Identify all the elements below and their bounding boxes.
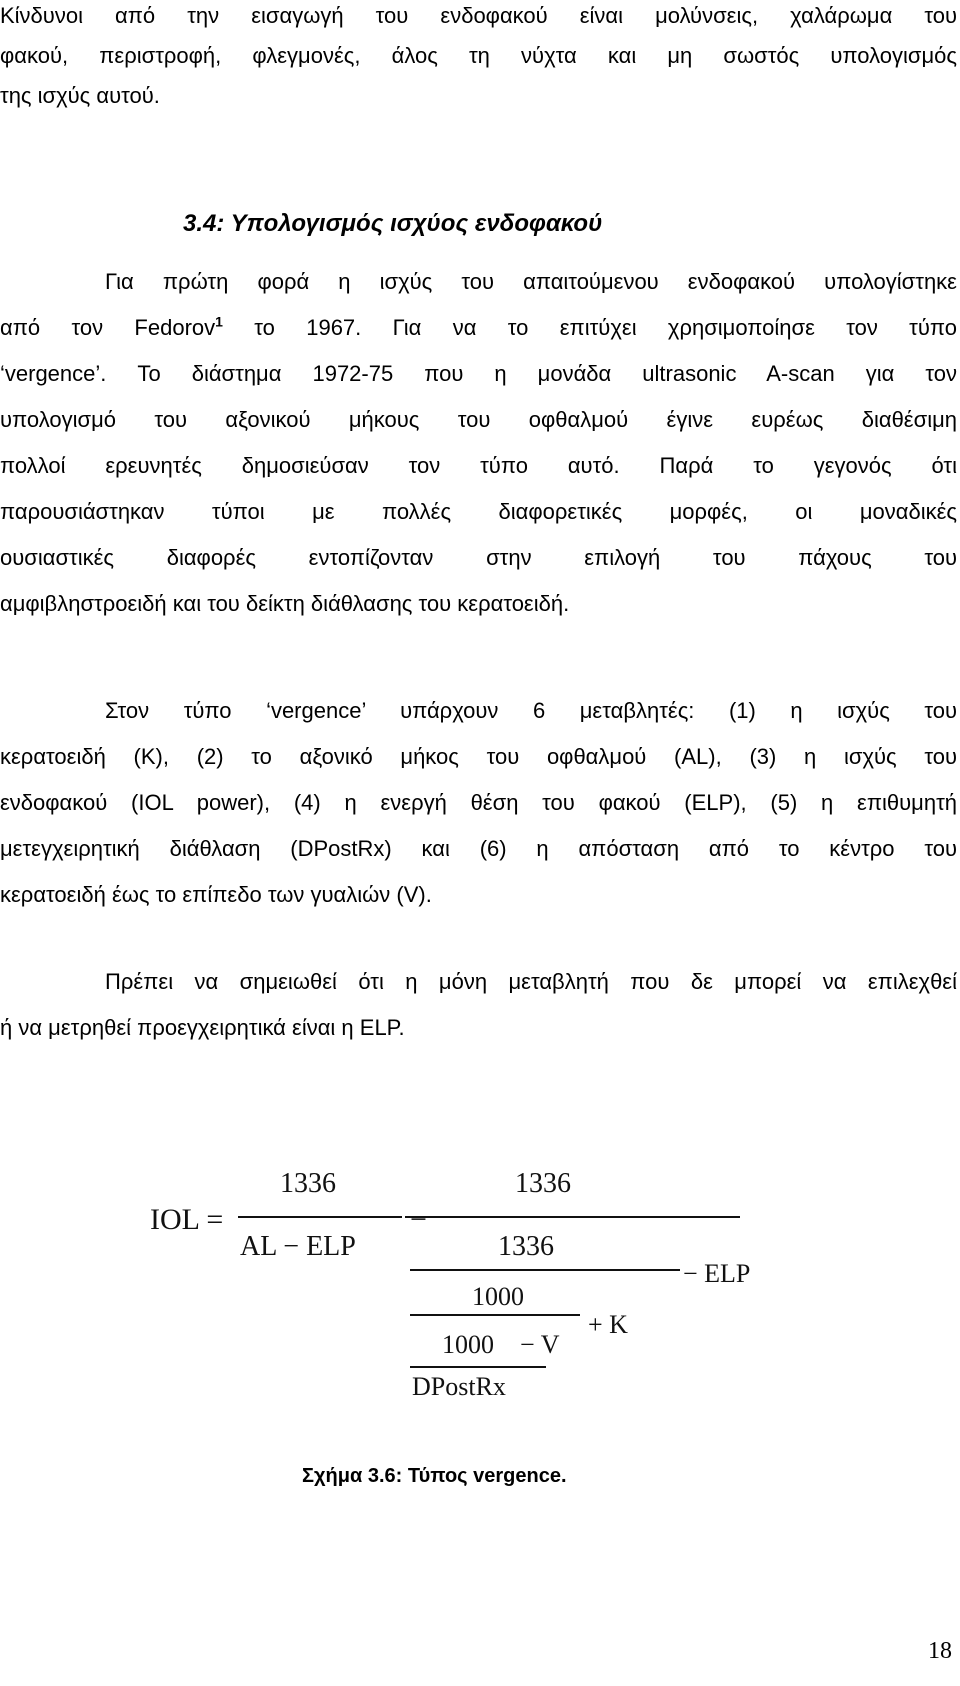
formula-numerator-5: 1000 [442, 1330, 494, 1359]
formula-numerator-1: 1336 [280, 1168, 336, 1199]
paragraph2-line-1: Στον τύπο ‘vergence’ υπάρχουν 6 μεταβλητές: (1) η ισχύς του [105, 698, 957, 723]
formula-numerator-2: 1336 [515, 1168, 571, 1199]
intro-line-3: της ισχύς αυτού. [0, 83, 160, 108]
paragraph2-line-5: κερατοειδή έως το επίπεδο των γυαλιών (V). [0, 882, 432, 907]
formula-minus: − [410, 1203, 427, 1236]
paragraph1-line-1: Για πρώτη φορά η ισχύς του απαιτούμενου ενδοφακού υπολογίστηκε [105, 269, 957, 294]
section-heading: 3.4: Υπολογισμός ισχύος ενδοφακού [183, 210, 603, 237]
page-number: 18 [928, 1638, 952, 1664]
formula-numerator-3: 1336 [498, 1231, 554, 1262]
paragraph1-line-6: παρουσιάστηκαν τύποι με πολλές διαφορετικές μορφές, οι μοναδικές [0, 499, 957, 524]
intro-line-1: Κίνδυνοι από την εισαγωγή του ενδοφακού είναι μολύνσεις, χαλάρωμα του [0, 3, 957, 28]
vergence-formula [140, 1155, 751, 1401]
paragraph3-line-1: Πρέπει να σημειωθεί ότι η μόνη μεταβλητή που δε μπορεί να επιλεχθεί [105, 969, 957, 994]
paragraph1-line-5: πολλοί ερευνητές δημοσιεύσαν τον τύπο αυτό. Παρά το γεγονός ότι [0, 453, 957, 478]
formula-minus-v: − V [520, 1330, 560, 1359]
paragraph2-line-4: μετεγχειρητική διάθλαση (DPostRx) και (6) η απόσταση από το κέντρο του [0, 836, 957, 861]
paragraph1-line-7: ουσιαστικές διαφορές εντοπίζονταν στην επιλογή του πάχους του [0, 545, 957, 570]
paragraph1-line-2-start: από τον Fedorov [0, 315, 216, 340]
paragraph1-line-3: ‘vergence’. Το διάστημα 1972-75 που η μονάδα ultrasonic A-scan για τον [0, 361, 957, 386]
intro-line-2: φακού, περιστροφή, φλεγμονές, άλος τη νύχτα και μη σωστός υπολογισμός [0, 43, 957, 68]
paragraph2-line-2: κερατοειδή (K), (2) το αξονικό μήκος του οφθαλμού (AL), (3) η ισχύς του [0, 744, 957, 769]
paragraph3-line-2: ή να μετρηθεί προεγχειρητικά είναι η ELP. [0, 1015, 405, 1040]
paragraph1-line-2 [0, 314, 957, 342]
paragraph1-line-4: υπολογισμό του αξονικού μήκους του οφθαλμού έγινε ευρέως διαθέσιμη [0, 407, 957, 432]
paragraph1-line-2-end: το 1967. Για να το επιτύχει χρησιμοποίησε τον τύπο [222, 315, 957, 340]
formula-lhs: IOL = [150, 1203, 224, 1236]
paragraph2-line-3: ενδοφακού (IOL power), (4) η ενεργή θέση του φακού (ELP), (5) η επιθυμητή [0, 790, 957, 815]
formula-denominator-5: DPostRx [412, 1372, 506, 1401]
figure-caption: Σχήμα 3.6: Τύπος vergence. [302, 1465, 567, 1487]
formula-minus-elp: − ELP [683, 1259, 751, 1288]
paragraph1-line-8: αμφιβληστροειδή και του δείκτη διάθλασης του κερατοειδή. [0, 591, 570, 616]
formula-numerator-4: 1000 [472, 1282, 524, 1311]
footnote-marker: 1 [215, 313, 223, 330]
formula-plus-k: + K [588, 1310, 628, 1339]
formula-denominator-1: AL − ELP [240, 1231, 356, 1262]
